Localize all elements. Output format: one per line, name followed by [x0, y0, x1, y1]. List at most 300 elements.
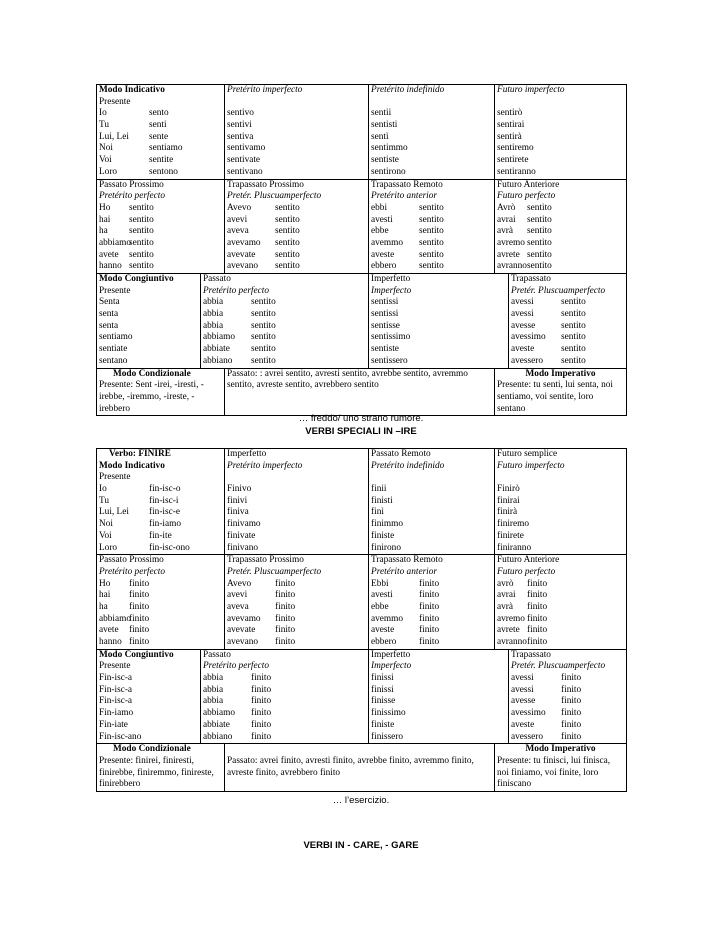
verb-form: sentito [251, 297, 276, 308]
verb-aux: abbiano [203, 355, 233, 366]
verb-pair [497, 215, 624, 227]
verb-pair [511, 344, 624, 356]
cell-text: finivano [227, 542, 258, 553]
verb-form: finito [129, 625, 150, 636]
verb-form: finito [419, 590, 440, 601]
condizionale-passato-cell [225, 368, 495, 416]
verb-pair [203, 344, 366, 356]
congiuntivo-trapassato-cell [509, 274, 627, 369]
cell-text: sentimmo [371, 143, 408, 154]
passato-prossimo-cell [97, 555, 225, 650]
verb-pair [497, 602, 624, 614]
mode-heading: Modo Congiuntivo [99, 274, 174, 284]
futuro-anteriore-cell [495, 179, 627, 274]
cell-text: Futuro semplice [497, 449, 558, 459]
cell-text: Passato Prossimo [99, 179, 164, 190]
verb-pair [511, 696, 624, 708]
verb-form: finito [527, 590, 548, 601]
verb-aux: avesse [511, 320, 536, 331]
verb-pair [99, 155, 222, 167]
cell-text: Finivo [227, 484, 252, 495]
verb-pair [99, 496, 222, 508]
cell-text: finii [371, 484, 387, 495]
passato-prossimo-cell [97, 179, 225, 274]
verb-pair [227, 250, 366, 262]
verb-pair [227, 203, 366, 215]
verb-pair [371, 637, 492, 649]
trapassato-remoto-cell [369, 179, 495, 274]
heading-verbi-care-gare: VERBI IN - CARE, - GARE [303, 840, 419, 851]
verb-form: sentito [275, 226, 300, 237]
cell-text: sentiamo [99, 332, 133, 343]
cell-text: Pretérito perfecto [99, 191, 166, 202]
cell-text: Finirò [497, 484, 520, 495]
verb-aux: avremo [497, 237, 525, 248]
verb-aux: ebbe [371, 226, 389, 237]
verb-form: sentito [275, 202, 300, 213]
cell-text: sentii [371, 108, 392, 119]
cell-text: Futuro imperfecto [497, 85, 565, 95]
verb-aux: avessero [511, 355, 544, 366]
verb-form: finito [527, 625, 548, 636]
verb-pair [497, 579, 624, 591]
cell-text: sentisse [371, 320, 400, 331]
verb-aux: avrete [497, 249, 520, 260]
verb-form: finito [561, 684, 582, 695]
cell-text: sentissimo [371, 332, 411, 343]
cell-text: Futuro perfecto [497, 191, 556, 202]
presente-cell [97, 85, 225, 180]
sentire-conjugation-table [96, 84, 627, 416]
finire-conjugation-table [96, 448, 627, 792]
verb-form: sentito [419, 237, 444, 248]
verb-aux: avessi [511, 309, 534, 320]
cell-text: Imperfecto [371, 661, 412, 672]
cell-text: finirà [497, 507, 518, 518]
verb-form: finito [419, 613, 440, 624]
verb-aux: avevano [227, 637, 258, 647]
imperfetto-cell [225, 449, 369, 555]
verb-form: finito [419, 601, 440, 612]
verb-pair [371, 590, 492, 602]
cell-text: sentivo [227, 108, 254, 119]
cell-text: finisse [371, 696, 396, 707]
verb-form: finito [419, 625, 440, 636]
congiuntivo-trapassato-cell [509, 649, 627, 744]
congiuntivo-passato-cell [201, 649, 369, 744]
verb-pair [511, 297, 624, 309]
verb-aux: avesti [371, 214, 393, 225]
cell-text: finiva [227, 507, 249, 518]
cell-text: Trapassato [511, 649, 551, 660]
cell-text: Imperfetto [371, 649, 411, 660]
verb-aux: abbiate [203, 719, 230, 730]
verb-pair [99, 226, 222, 238]
congiuntivo-block [97, 274, 627, 369]
verb-pair [371, 625, 492, 637]
verb-form: sentito [561, 297, 586, 308]
verb-pair [99, 590, 222, 602]
remoto-cell [369, 85, 495, 180]
verb-aux: avrai [497, 214, 516, 225]
verb-form: sentito [275, 214, 300, 225]
cell-text: finiste [371, 719, 395, 730]
verb-pair [99, 261, 222, 273]
cell-text: finissi [371, 673, 394, 684]
cell-text: sentirete [497, 155, 529, 166]
cell-text: Trapassato Prossimo [227, 179, 304, 190]
verb-aux: avemmo [371, 237, 404, 248]
cell-text: sentiranno [497, 166, 536, 177]
verb-form: finito [561, 708, 582, 719]
cell-text: Trapassato Remoto [371, 179, 443, 190]
verb-aux: avete [99, 249, 119, 260]
verb-form: sentito [275, 249, 300, 260]
cell-text: sentiate [99, 344, 128, 355]
verb-pair [99, 531, 222, 543]
verb-aux: avevi [227, 214, 248, 225]
verb-form: finito [251, 673, 272, 684]
verb-form: sentito [251, 332, 276, 343]
verb-aux: avevamo [227, 237, 261, 248]
verb-form: sentito [275, 261, 300, 272]
verb-form: sentito [129, 237, 154, 248]
cell-text: sentirono [371, 166, 406, 177]
cell-text: Futuro Anteriore [497, 179, 560, 190]
verb-form: finito [251, 708, 272, 719]
verb-aux: Lui, Lei [99, 131, 129, 142]
mode-heading: Modo Congiuntivo [99, 649, 174, 660]
cell-text: senta [99, 309, 119, 320]
verb-aux: abbia [203, 309, 224, 320]
verb-aux: avemmo [371, 613, 404, 624]
condizionale-passato-cell [225, 744, 495, 792]
cell-text: sentiva [227, 131, 254, 142]
trapassato-prossimo-cell [225, 555, 369, 650]
verb-form: sentito [251, 355, 276, 366]
verb-form: finito [275, 637, 296, 647]
cell-text: finirai [497, 495, 520, 506]
verb-form: finito [527, 613, 548, 624]
cell-text: sentissi [371, 309, 399, 320]
condizionale-block [97, 744, 627, 792]
note-esercizio: … l’esercizio. [332, 795, 390, 806]
cell-text: sentivano [227, 166, 263, 177]
verb-form: sentito [561, 344, 586, 355]
cell-text: finimmo [371, 519, 404, 530]
verb-form: fin-iamo [149, 519, 182, 530]
cell-text: Fin-iate [99, 719, 128, 730]
verb-aux: Loro [99, 542, 118, 553]
congiuntivo-presente-cell [97, 274, 201, 369]
composti-block [97, 179, 627, 274]
verb-pair [203, 332, 366, 344]
verb-form: finito [275, 601, 296, 612]
condizionale-presente-cell [97, 368, 225, 416]
verb-aux: avessi [511, 673, 534, 684]
verb-aux: aveste [371, 249, 395, 260]
cell-text: Pretér. Pluscuamperfecto [511, 285, 606, 296]
verb-form: sentito [527, 214, 552, 225]
verb-aux: Io [99, 484, 107, 495]
condizionale-passato: Passato: avrei finito, avresti finito, avrebbe finito, avremmo finito, avreste finito, avrebbero finito [227, 755, 474, 778]
verb-pair [227, 579, 366, 591]
cell-text: sentivate [227, 155, 261, 166]
verb-pair [99, 519, 222, 531]
verb-form: sentito [129, 202, 154, 213]
verb-aux: aveste [511, 719, 535, 730]
cell-text: sentissero [371, 355, 408, 366]
trapassato-remoto-cell [369, 555, 495, 650]
verb-form: sentito [527, 237, 552, 248]
verb-aux: Tu [99, 120, 110, 131]
cell-text: sentissi [371, 297, 399, 308]
cell-text: Pretérito indefinido [371, 85, 445, 95]
verb-aux: avessero [511, 731, 544, 742]
verb-aux: aveva [227, 226, 249, 237]
condizionale-passato: Passato: : avrei sentito, avresti sentito, avrebbe sentito, avremmo sentito, avreste sentito, avrebbero sentito [227, 368, 468, 391]
verb-form: finito [561, 696, 582, 707]
verb-pair [203, 696, 366, 708]
remoto-cell [369, 449, 495, 555]
verb-form: sentito [251, 320, 276, 331]
verb-pair [371, 261, 492, 273]
verb-aux: avesse [511, 696, 536, 707]
cell-text: sentivamo [227, 143, 266, 154]
cell-text: sentisti [371, 120, 398, 131]
verb-aux: ha [99, 226, 108, 237]
verb-form: finito [275, 590, 296, 601]
verb-pair [227, 590, 366, 602]
futuro-cell [495, 449, 627, 555]
verb-pair [497, 238, 624, 250]
verb-title: Verbo: FINIRE [109, 449, 171, 459]
cell-text: finissero [371, 731, 404, 742]
verb-form: sentito [419, 261, 444, 272]
verb-aux: Loro [99, 166, 118, 177]
verb-pair [99, 579, 222, 591]
cell-text: Futuro perfecto [497, 566, 556, 577]
cell-text: Trapassato Remoto [371, 555, 443, 566]
presente-cell [97, 449, 225, 555]
cell-text: Pretér. Pluscuamperfecto [227, 566, 322, 577]
verb-form: finito [129, 601, 150, 612]
mode-heading: Modo Indicativo [99, 460, 165, 471]
verb-aux: ebbi [371, 202, 388, 213]
verb-aux: hanno [99, 637, 122, 647]
verb-form: finito [275, 613, 296, 624]
verb-aux: avessi [511, 684, 534, 695]
verb-form: fin-isc-o [149, 484, 181, 495]
verb-pair [511, 720, 624, 732]
condizionale-presente-cell [97, 744, 225, 792]
verb-aux: hanno [99, 261, 122, 272]
cell-text: Senta [99, 297, 120, 308]
indicativo-block [97, 85, 627, 180]
verb-form: finito [129, 637, 150, 647]
condizionale-presente: Presente: Sent -irei, -iresti, -irebbe, -iremmo, -ireste, -irebbero [99, 380, 204, 414]
verb-form: sentito [129, 249, 154, 260]
indicativo-block [97, 449, 627, 555]
verb-pair [497, 261, 624, 273]
verb-pair [227, 261, 366, 273]
verb-form: sentito [251, 344, 276, 355]
verb-pair [511, 332, 624, 344]
verb-aux: aveste [371, 625, 395, 636]
verb-pair [227, 238, 366, 250]
cell-text: sentano [99, 355, 128, 366]
cell-text: senta [99, 320, 119, 331]
verb-pair [497, 203, 624, 215]
cell-text: Presente [99, 661, 131, 672]
verb-aux: avranno [497, 637, 527, 647]
verb-aux: abbia [203, 320, 224, 331]
verb-form: finito [527, 601, 548, 612]
verb-aux: abbia [203, 696, 224, 707]
cell-text: finiremo [497, 519, 530, 530]
verb-aux: avrà [497, 601, 514, 612]
cell-text: Fin-isc-ano [99, 731, 142, 742]
verb-aux: ebbe [371, 601, 389, 612]
verb-pair [99, 625, 222, 637]
verb-pair [99, 132, 222, 144]
cell-text: sentirò [497, 108, 523, 119]
verb-aux: avrai [497, 590, 516, 601]
imperativo-cell [495, 744, 627, 792]
verb-form: fin-isc-i [149, 495, 179, 506]
cell-text: finirete [497, 530, 524, 541]
verb-pair [203, 309, 366, 321]
verb-aux: ebbero [371, 637, 397, 647]
verb-form: sentito [419, 226, 444, 237]
cell-text: Passato Prossimo [99, 555, 164, 566]
verb-aux: abbiamo [99, 613, 132, 624]
congiuntivo-block [97, 649, 627, 744]
tense-heading: Presente [99, 96, 131, 107]
verb-aux: Lui, Lei [99, 507, 129, 518]
verb-form: finito [561, 673, 582, 684]
cell-text: Imperfetto [227, 449, 267, 459]
verb-aux: avrà [497, 226, 514, 237]
verb-form: sentiamo [149, 143, 183, 154]
cell-text: Passato [203, 274, 231, 284]
verb-aux: Ebbi [371, 578, 389, 589]
verb-form: sentito [527, 202, 552, 213]
verb-pair [99, 250, 222, 262]
mode-heading: Modo Condizionale [113, 744, 191, 755]
cell-text: Pretérito indefinido [371, 460, 445, 471]
verb-form: finito [527, 637, 548, 647]
verb-aux: avevano [227, 261, 258, 272]
verb-form: sento [149, 108, 169, 119]
cell-text: Pretérito perfecto [99, 566, 166, 577]
verb-form: sentito [527, 226, 552, 237]
note-freddo: … freddo/ uno strano rumore. [298, 413, 424, 424]
verb-aux: avessimo [511, 708, 546, 719]
verb-form: finito [527, 578, 548, 589]
condizionale-block [97, 368, 627, 416]
verb-aux: avevate [227, 625, 256, 636]
verb-form: finito [275, 625, 296, 636]
cell-text: finivi [227, 495, 248, 506]
cell-text: Trapassato Prossimo [227, 555, 304, 566]
verb-pair [511, 309, 624, 321]
verb-pair [99, 203, 222, 215]
cell-text: finissimo [371, 708, 406, 719]
verb-pair [497, 625, 624, 637]
verb-form: finito [251, 731, 272, 742]
verb-aux: abbiamo [203, 708, 236, 719]
verb-aux: avremo [497, 613, 525, 624]
cell-text: Presente [99, 285, 131, 296]
cell-text: finivate [227, 530, 256, 541]
verb-pair [99, 238, 222, 250]
verb-pair [99, 215, 222, 227]
cell-text: Pretérito anterior [371, 566, 438, 577]
verb-form: sentono [149, 166, 178, 177]
cell-text: sentivi [227, 120, 252, 131]
cell-text: Pretérito imperfecto [227, 460, 303, 471]
verb-pair [497, 614, 624, 626]
verb-pair [497, 590, 624, 602]
verb-form: fin-isc-ono [149, 542, 190, 553]
verb-pair [227, 226, 366, 238]
verb-pair [227, 637, 366, 649]
cell-text: sentiste [371, 344, 399, 355]
cell-text: Pretérito imperfecto [227, 85, 303, 95]
verb-pair [203, 673, 366, 685]
verb-pair [203, 321, 366, 333]
cell-text: Pretérito perfecto [203, 661, 270, 672]
verb-aux: Avrò [497, 202, 516, 213]
mode-heading: Modo Imperativo [525, 744, 596, 755]
verb-aux: Avevo [227, 202, 252, 213]
cell-text: sentirà [497, 131, 522, 142]
verb-aux: Noi [99, 143, 113, 154]
congiuntivo-presente-cell [97, 649, 201, 744]
trapassato-prossimo-cell [225, 179, 369, 274]
verb-form: finito [419, 637, 440, 647]
cell-text: Pretér. Pluscuamperfecto [227, 191, 322, 202]
verb-pair [371, 614, 492, 626]
verb-aux: avessi [511, 297, 534, 308]
cell-text: sentì [371, 131, 389, 142]
verb-form: finito [251, 684, 272, 695]
heading-verbi-speciali: VERBI SPECIALI IN –IRE [305, 426, 417, 437]
verb-form: sentito [129, 261, 154, 272]
congiuntivo-imperfetto-cell [369, 274, 509, 369]
cell-text: Futuro imperfecto [497, 460, 565, 471]
verb-pair [511, 356, 624, 368]
verb-aux: abbiano [203, 731, 233, 742]
verb-aux: abbiamo [203, 332, 236, 343]
verb-pair [511, 685, 624, 697]
verb-aux: avesti [371, 590, 393, 601]
cell-text: finisti [371, 495, 393, 506]
verb-pair [99, 167, 222, 179]
verb-form: senti [149, 120, 167, 131]
verb-pair [371, 579, 492, 591]
futuro-cell [495, 85, 627, 180]
cell-text: finivamo [227, 519, 261, 530]
verb-pair [371, 203, 492, 215]
condizionale-presente: Presente: finirei, finiresti, finirebbe, finiremmo, finireste, finirebbero [99, 755, 214, 790]
verb-pair [99, 637, 222, 649]
verb-pair [227, 602, 366, 614]
verb-pair [497, 637, 624, 649]
verb-aux: Noi [99, 519, 113, 530]
cell-text: sentirai [497, 120, 525, 131]
